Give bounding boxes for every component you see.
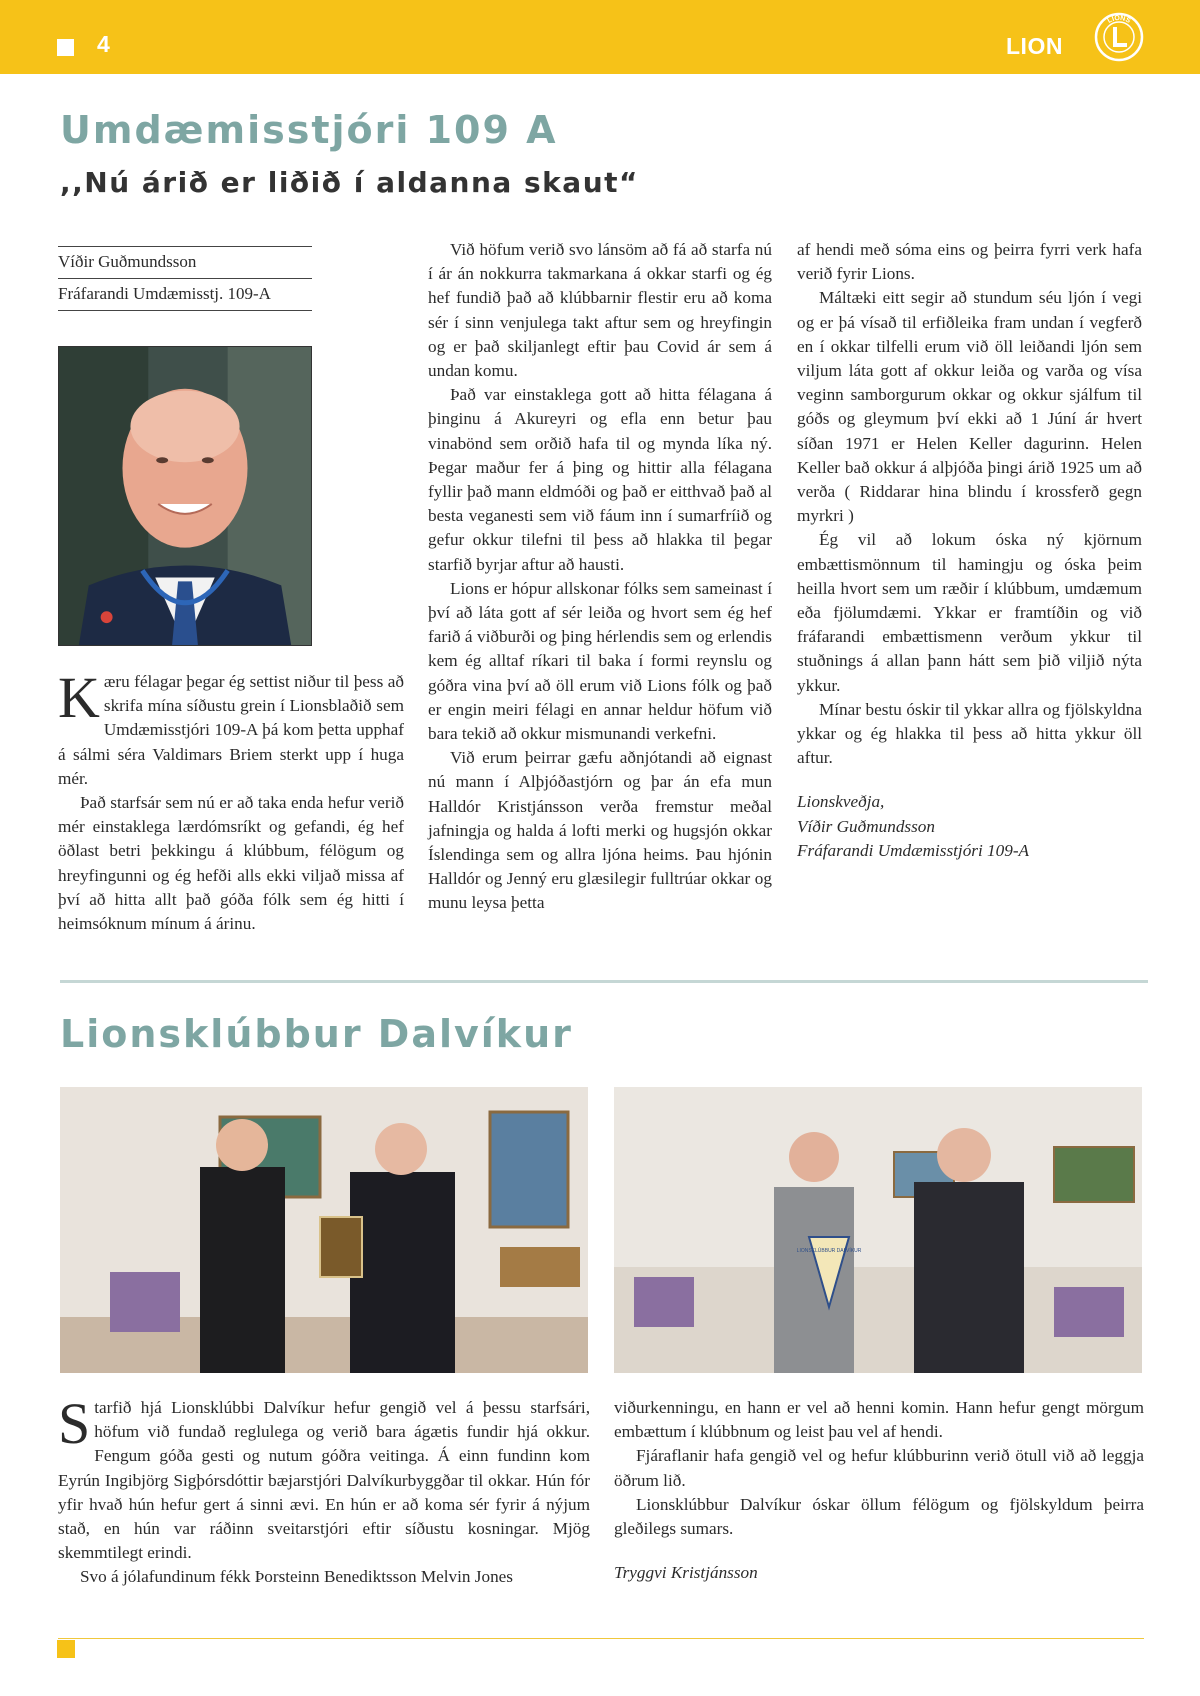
article1-column-1 (58, 665, 404, 936)
pennant-lettering: LIONSKLÚBBUR DALVÍKUR (796, 1248, 862, 1254)
dropcap-letter: K (58, 665, 100, 730)
intro-text: æru félagar þegar ég settist niður til þess að skrifa mína síðustu grein í Lionsblaðið sem Umdæmisstjóri 109-A þá kom þetta upphaf á sálmi séra Valdimars Briem sterkt upp í huga mér. (58, 672, 404, 788)
footer-square-marker (57, 1640, 75, 1658)
paragraph: Við höfum verið svo lánsöm að fá að starfa nú í ár án nokkurra takmarkana á okkar starfi og ég hef fundið það að klúbbarnir flestir eru að koma sér í sinn venjulega takt aftur sem og hreyfingin og er það skiljanlegt eftir þau Covid ár sem á undan komu. (428, 240, 772, 381)
author-name: Víðir Guðmundsson (58, 246, 312, 278)
logo-lettering: LIONS (1106, 14, 1132, 25)
intro-paragraph (58, 1391, 590, 1565)
paragraph: Mínar bestu óskir til ykkar allra og fjölskyldna ykkar og ég hlakka til þess að hitta ykkur öll aftur. (797, 699, 1142, 768)
award-presentation-photo (60, 1087, 588, 1373)
dropcap-letter: S (58, 1391, 91, 1456)
pennant-exchange-photo (614, 1087, 1142, 1373)
author-portrait-photo (58, 346, 312, 646)
magazine-name: LION (1006, 33, 1063, 59)
author-role: Fráfarandi Umdæmisstj. 109-A (58, 278, 312, 311)
article1-subtitle: ,,Nú árið er liðið í aldanna skaut“ (60, 166, 639, 199)
header-square-marker (57, 39, 74, 56)
article1-column-2 (428, 238, 772, 916)
signature-role: Fráfarandi Umdæmisstjóri 109-A (797, 840, 1030, 860)
footer-rule (58, 1638, 1144, 1639)
paragraph: Við erum þeirrar gæfu aðnjótandi að eignast nú mann í Alþjóðastjórn og þar án efa mun Halldór Kristjánsson verða fremstur meðal jafningja og halda á lofti merki og hugsjón okkar Íslendinga sem og allra ljóna heims. Þau hjónin Halldór og Jenný eru glæsilegir fulltrúar okkar og munu leysa þetta (428, 748, 772, 913)
paragraph: Ég vil að lokum óska ný kjörnum embættismönnum til hamingju og óska þeim heilla hvort sem um ræðir í klúbbum, umdæmum eða fjölumdæmi. Ykkar er framtíðin og við fráfarandi embættismenn verðum ykkur til stuðnings á allan þann hátt sem þið viljið nýta ykkur. (797, 530, 1142, 695)
intro-paragraph (58, 665, 404, 791)
paragraph: Fjáraflanir hafa gengið vel og hefur klúbburinn verið ötull við að leggja öðrum lið. (614, 1446, 1144, 1490)
lions-logo-icon (1094, 12, 1144, 62)
page-number: 4 (97, 31, 110, 57)
intro-text: tarfið hjá Lionsklúbbi Dalvíkur hefur gengið vel á þessu starfsári, höfum við fundað reglulega og verið bara ágætis fundir hjá okkur. Fengum góða gesti og nutum góðra veitinga. Á einn fundinn kom Eyrún Ingibjörg Sigþórsdóttir bæjarstjóri Dalvíkurbyggðar til okkar. Hún fór yfir hvað hún hefur gert á sinni ævi. En hún er að koma sér fyrir á nýjum stað, en hún var ráðinn sveitarstjóri eftir síðustu kosningar. Mjög skemmtilegt erindi. (58, 1398, 590, 1563)
article1-byline (58, 246, 312, 311)
paragraph: Það var einstaklega gott að hitta félagana á þinginu á Akureyri og efla enn betur þau vinabönd sem orðið hafa til og mynda líka ný. Þegar maður fer á þing og hittir alla félagana fyllir það mann eldmóði og það er eitthvað það al besta veganesti sem við fáum inn í sumarfríið og gefur okkur tilefni til þess að hlakka til þegar starfið byrjar aftur að hausti. (428, 385, 772, 574)
article2-column-2 (614, 1396, 1144, 1585)
article2-column-1 (58, 1391, 590, 1590)
signature-greeting: Lionskveðja, (797, 792, 885, 812)
article2-signature: Tryggvi Kristjánsson (614, 1563, 758, 1583)
paragraph: viðurkenningu, en hann er vel að henni komin. Hann hefur gengt mörgum embættum í klúbbnum og leist þau vel af hendi. (614, 1398, 1144, 1442)
paragraph: af hendi með sóma eins og þeirra fyrri verk hafa verið fyrir Lions. (797, 240, 1142, 284)
section-divider (60, 980, 1148, 983)
signature-name: Víðir Guðmundsson (797, 816, 935, 836)
article2-title: Lionsklúbbur Dalvíkur (60, 1012, 573, 1056)
paragraph: Lionsklúbbur Dalvíkur óskar öllum félögum og fjölskyldum þeirra gleðilegs sumars. (614, 1494, 1144, 1539)
paragraph: Svo á jólafundinum fékk Þorsteinn Benediktsson Melvin Jones (80, 1567, 513, 1587)
paragraph: Lions er hópur allskonar fólks sem sameinast í því að láta gott af sér leiða og hvort sem ég hef farið á viðburði og þing hérlendis sem og erlendis kem ég alltaf ríkari til baka í formi reynslu og góðra vina því að öll erum við Lions fólk og það er engin meiri félagi en annar heldur höfum við bara tekið að okkur mismunandi verkefni. (428, 578, 772, 744)
paragraph: Máltæki eitt segir að stundum séu ljón í vegi og er þá vísað til erfiðleika fram undan í vegferð en í okkar tilfelli erum við öll leiðandi ljón sem viljum láta gott af okkur leiða og varða og vísa veginn samborgurum okkar og okkur sjálfum til góðs og gleymum því ekki að 1 Júní ár hvert síðan 1971 er Helen Keller dagurinn. Helen Keller bað okkur á alþjóða þingi árið 1925 um að verða ( Riddarar hina blindu í krossferð gegn myrkri ) (797, 288, 1142, 526)
page-header-band (0, 0, 1200, 74)
paragraph: Það starfsár sem nú er að taka enda hefur verið mér einstaklega lærdómsríkt og gefandi, ég hef öðlast betri þekkingu á klúbbum, félögum og hreyfingunni og ég hefði alls ekki viljað missa af því að hitta allt það góða fólk sem ég hitti í heimsóknum mínum á árinu. (58, 793, 404, 934)
article1-title: Umdæmisstjóri 109 A (60, 108, 558, 152)
article1-column-3 (797, 238, 1142, 863)
